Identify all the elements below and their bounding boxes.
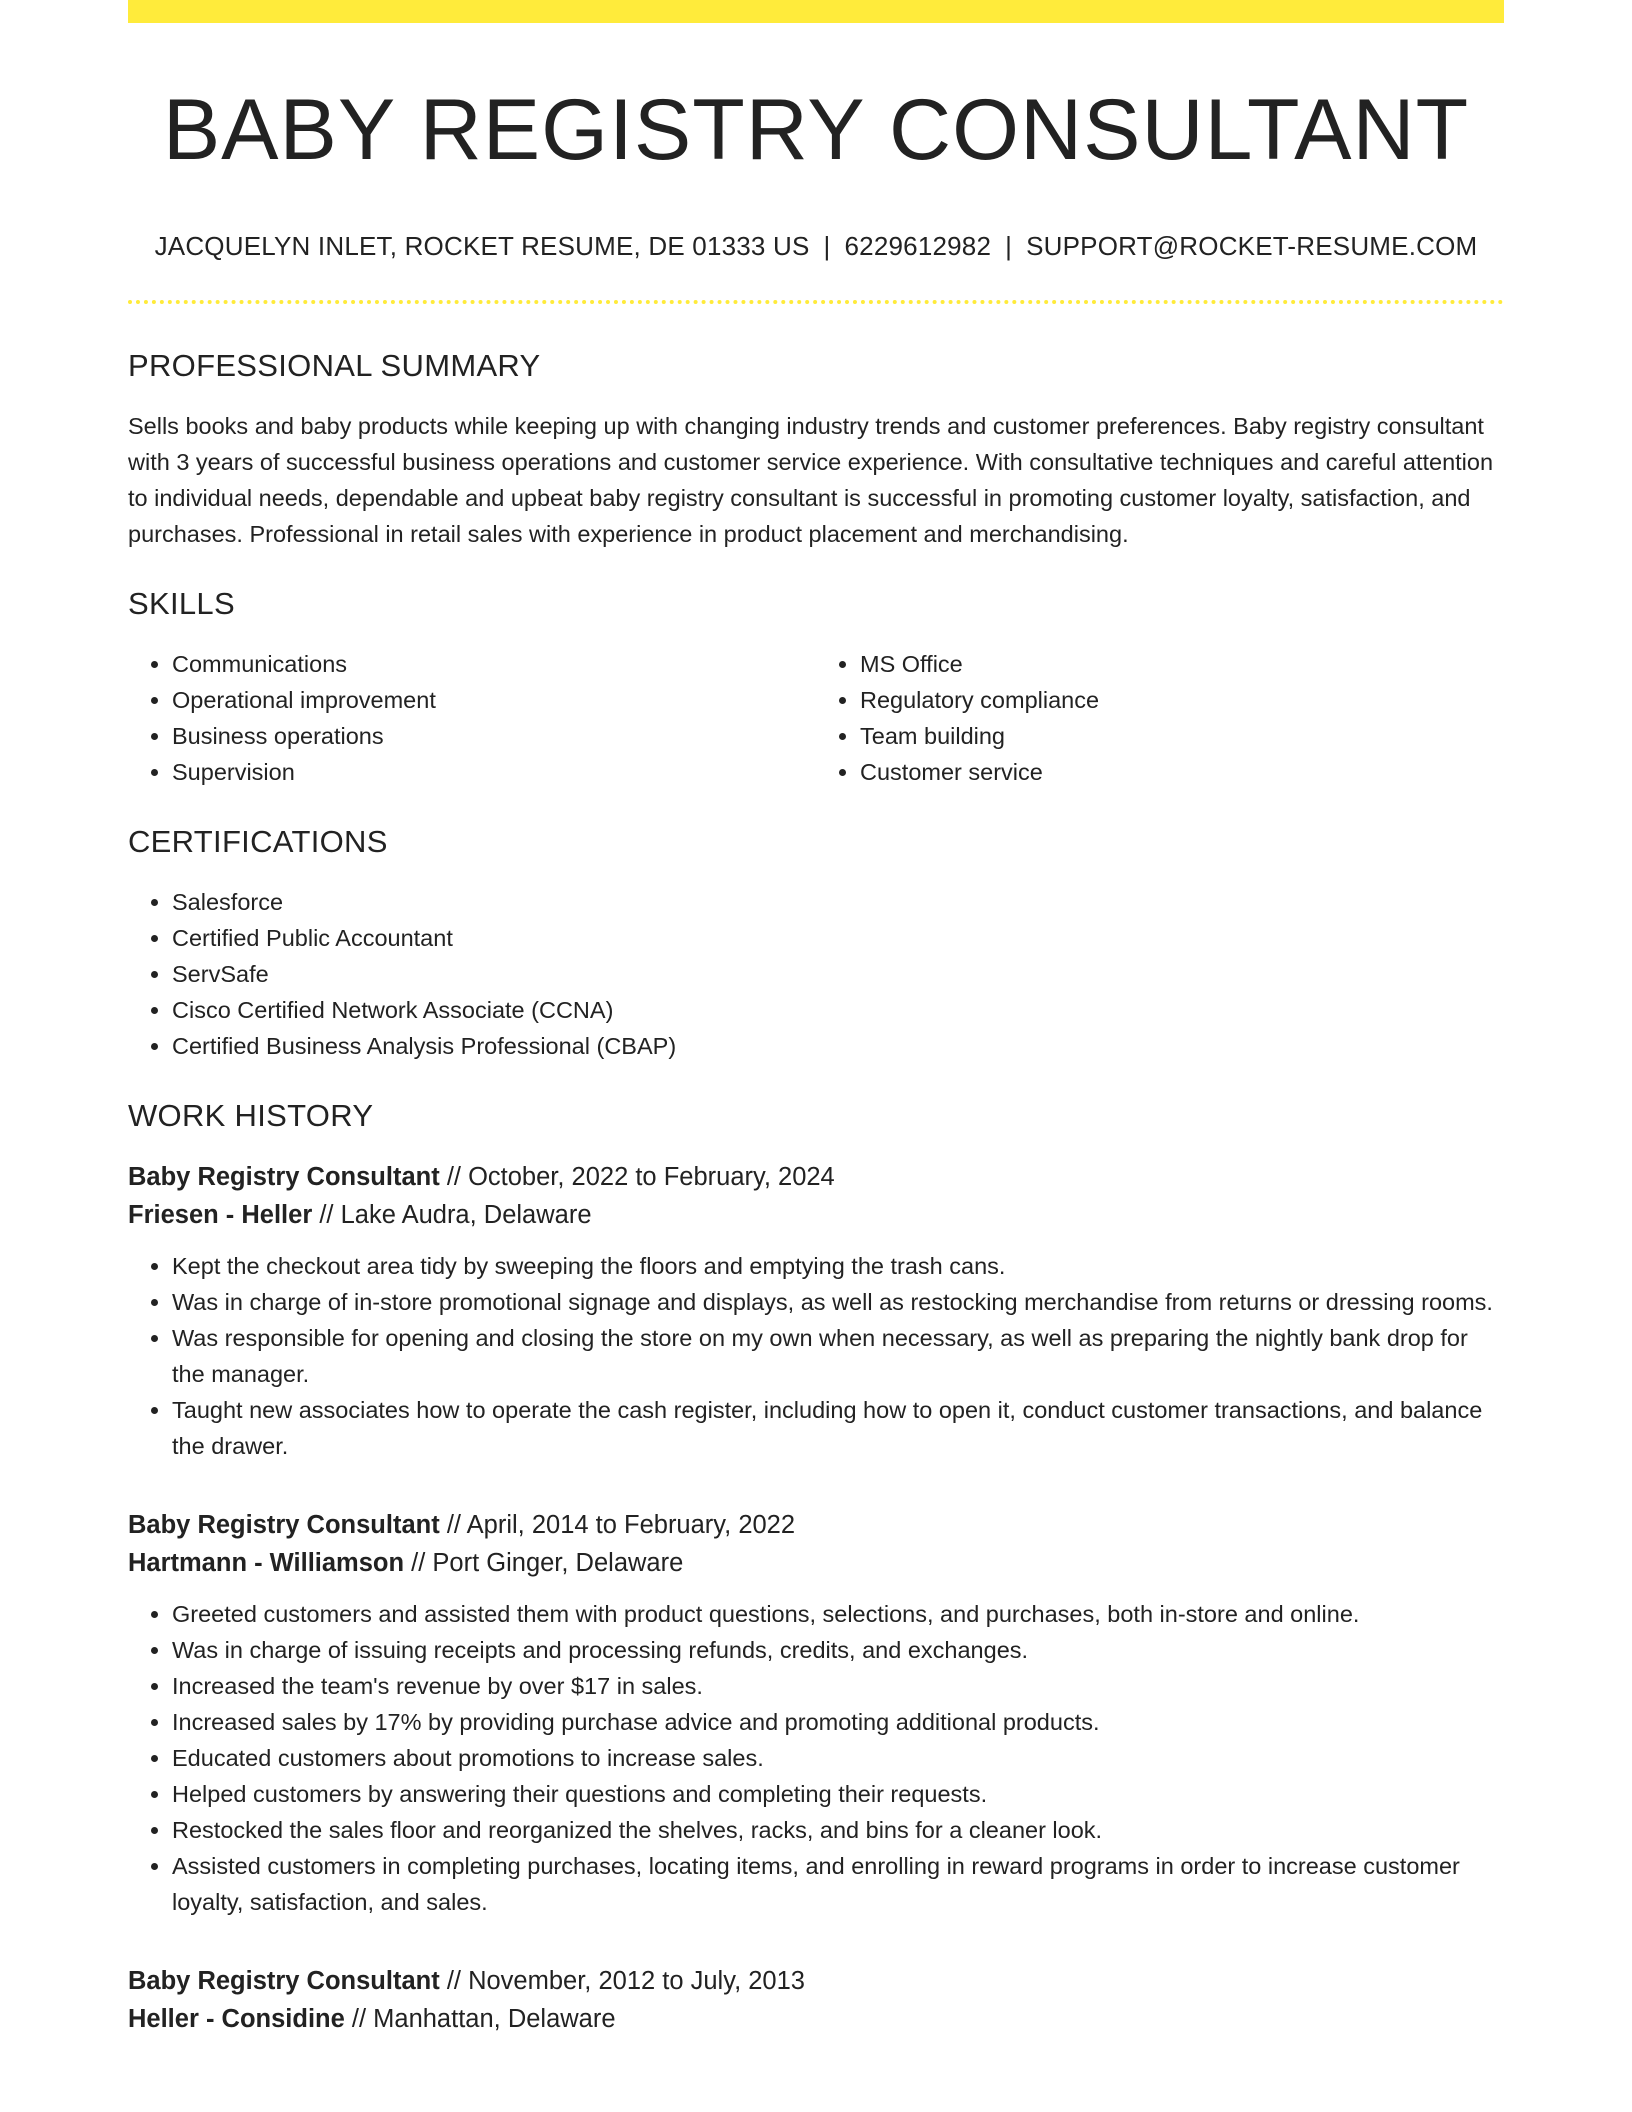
job-bullet: • Greeted customers and assisted them with product questions, selections, and purchases, both in-store and online. [172, 1596, 1504, 1632]
certification-item: • Cisco Certified Network Associate (CCNA) [172, 992, 1504, 1028]
job-dates: // November, 2012 to July, 2013 [446, 1967, 805, 1996]
job-role-line [128, 1506, 1504, 1544]
resume-title: BABY REGISTRY CONSULTANT [162, 82, 1470, 178]
top-accent-bar [128, 0, 1504, 23]
job-company: Heller - Considine [128, 2005, 345, 2034]
job-bullet: • Increased the team's revenue by over $17 in sales. [172, 1668, 1504, 1704]
certification-item: • Certified Public Accountant [172, 920, 1504, 956]
job-bullets [128, 1248, 1504, 1464]
certifications-section [128, 824, 1504, 1064]
job-role: Baby Registry Consultant [128, 1511, 440, 1540]
job-location: // Lake Audra, Delaware [319, 1201, 592, 1230]
certifications-heading: CERTIFICATIONS [128, 824, 388, 860]
skill-item: • Team building [860, 718, 1504, 754]
contact-phone: 6229612982 [844, 231, 992, 262]
job-bullet: • Educated customers about promotions to increase sales. [172, 1740, 1504, 1776]
skill-item: • Supervision [172, 754, 816, 790]
job-company: Hartmann - Williamson [128, 1549, 405, 1578]
summary-section [128, 348, 1504, 552]
job-bullet: • Was responsible for opening and closing the store on my own when necessary, as well as preparing the nightly bank drop for the manager. [172, 1320, 1504, 1392]
contact-separator: | [1005, 231, 1013, 262]
job-entry [128, 1962, 1504, 2038]
job-bullets [128, 1596, 1504, 1920]
contact-address: JACQUELYN INLET, ROCKET RESUME, DE 01333 US [154, 231, 810, 262]
job-bullet: • Was in charge of in-store promotional signage and displays, as well as restocking merchandise from returns or dressing rooms. [172, 1284, 1504, 1320]
job-bullet: • Helped customers by answering their questions and completing their requests. [172, 1776, 1504, 1812]
job-bullet: • Was in charge of issuing receipts and processing refunds, credits, and exchanges. [172, 1632, 1504, 1668]
job-location: // Manhattan, Delaware [351, 2005, 616, 2034]
skills-grid [128, 646, 1504, 790]
skill-item: • Regulatory compliance [860, 682, 1504, 718]
job-dates: // October, 2022 to February, 2024 [446, 1163, 835, 1192]
contact-email: SUPPORT@ROCKET-RESUME.COM [1026, 231, 1478, 262]
skills-list-left [128, 646, 816, 790]
skill-item: • Customer service [860, 754, 1504, 790]
job-bullet: • Assisted customers in completing purchases, locating items, and enrolling in reward programs in order to increase customer loyalty, satisfaction, and sales. [172, 1848, 1504, 1920]
job-role-line [128, 1962, 1504, 2000]
job-role: Baby Registry Consultant [128, 1163, 440, 1192]
contact-line [128, 231, 1504, 262]
job-dates: // April, 2014 to February, 2022 [446, 1511, 796, 1540]
job-entry [128, 1506, 1504, 1920]
certifications-list [128, 884, 1504, 1064]
job-role: Baby Registry Consultant [128, 1967, 440, 1996]
skills-section [128, 586, 1504, 790]
summary-text: Sells books and baby products while keeping up with changing industry trends and customer preferences. Baby registry consultant with 3 years of successful business operations and customer service experience. With consultative techniques and careful attention to individual needs, dependable and upbeat baby registry consultant is successful in promoting customer loyalty, satisfaction, and purchases. Professional in retail sales with experience in product placement and merchandising. [128, 413, 1494, 548]
skills-heading: SKILLS [128, 586, 235, 622]
certification-item: • Salesforce [172, 884, 1504, 920]
summary-heading: PROFESSIONAL SUMMARY [128, 348, 541, 384]
skill-item: • MS Office [860, 646, 1504, 682]
job-bullet: • Restocked the sales floor and reorganized the shelves, racks, and bins for a cleaner look. [172, 1812, 1504, 1848]
job-role-line [128, 1158, 1504, 1196]
skill-item: • Communications [172, 646, 816, 682]
certification-item: • ServSafe [172, 956, 1504, 992]
job-location: // Port Ginger, Delaware [411, 1549, 684, 1578]
job-bullet: • Kept the checkout area tidy by sweeping the floors and emptying the trash cans. [172, 1248, 1504, 1284]
job-company-line [128, 1544, 1504, 1582]
skills-list-right [816, 646, 1504, 790]
skill-item: • Business operations [172, 718, 816, 754]
work-history-heading: WORK HISTORY [128, 1098, 374, 1134]
job-company: Friesen - Heller [128, 1201, 313, 1230]
job-company-line [128, 2000, 1504, 2038]
header-divider [128, 300, 1504, 304]
certification-item: • Certified Business Analysis Professional (CBAP) [172, 1028, 1504, 1064]
skill-item: • Operational improvement [172, 682, 816, 718]
job-entry [128, 1158, 1504, 1464]
job-bullet: • Taught new associates how to operate the cash register, including how to open it, conduct customer transactions, and balance the drawer. [172, 1392, 1504, 1464]
work-history-section [128, 1098, 1504, 2038]
contact-separator: | [823, 231, 831, 262]
job-bullet: • Increased sales by 17% by providing purchase advice and promoting additional products. [172, 1704, 1504, 1740]
job-company-line [128, 1196, 1504, 1234]
resume-content [128, 0, 1504, 2038]
